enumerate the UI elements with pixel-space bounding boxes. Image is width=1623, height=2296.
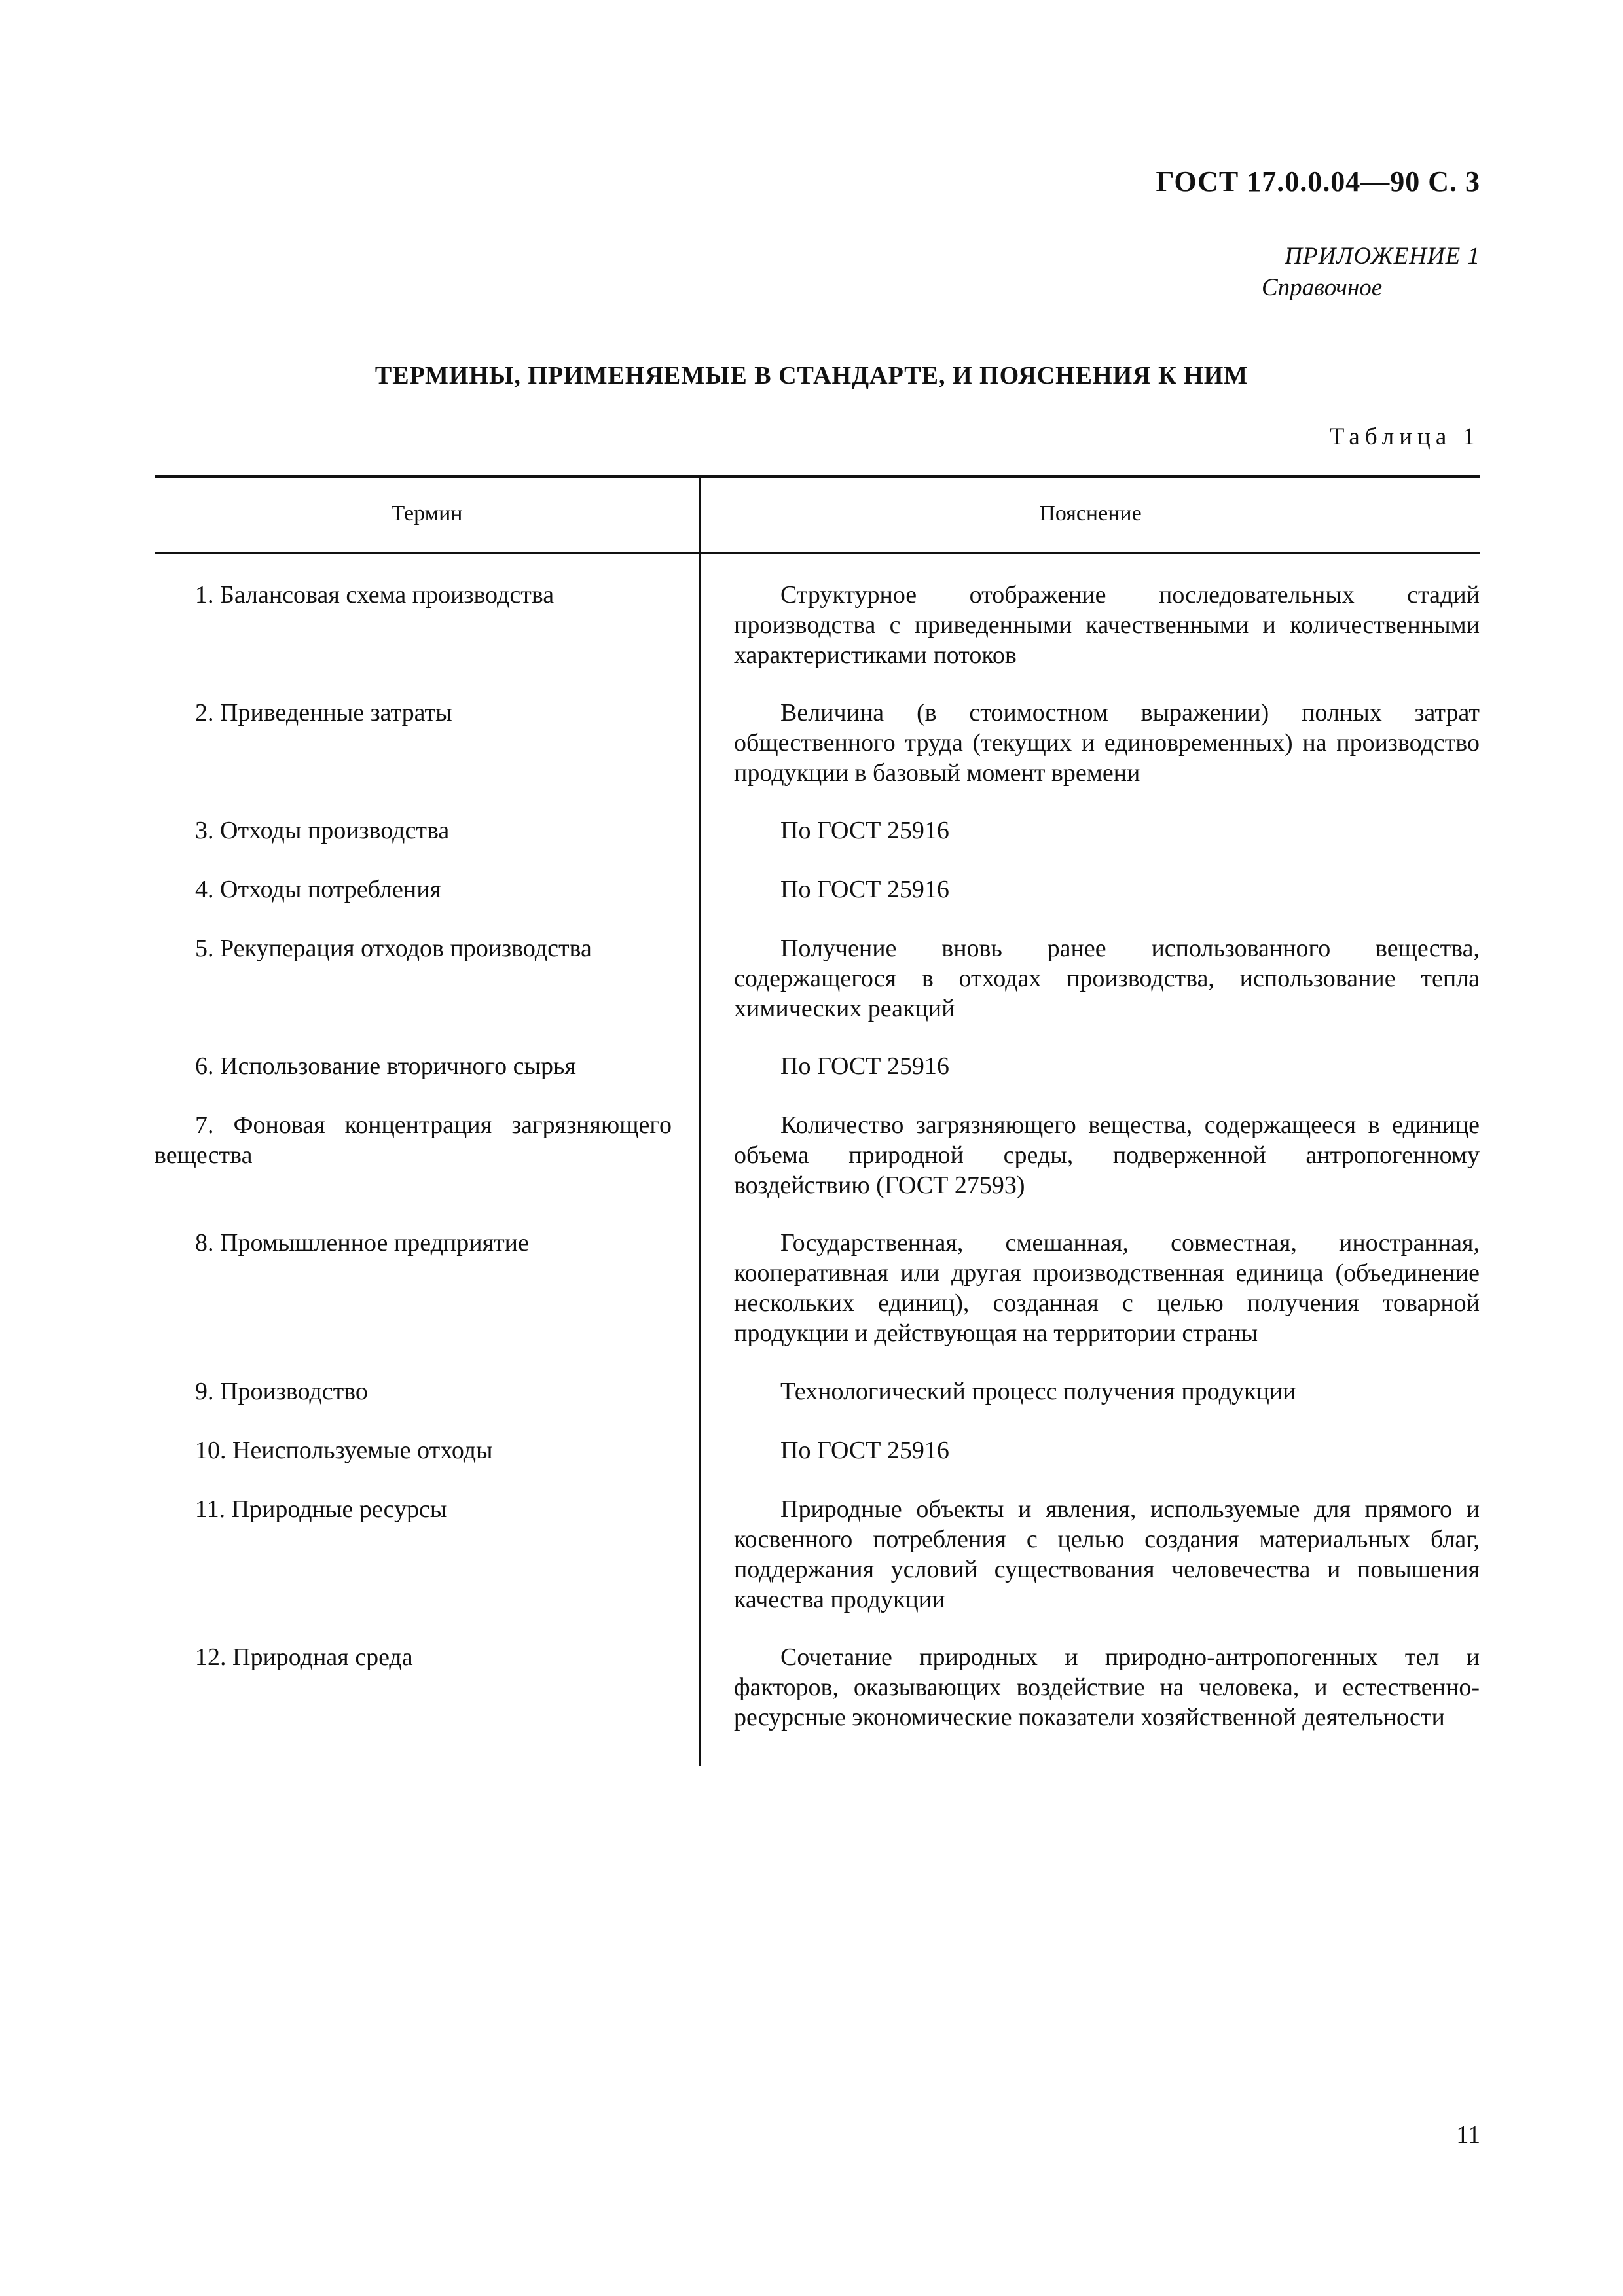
explanation-cell: Структурное отображение последовательных стадий производства с приведенными качественными и количественными характеристиками потоков [734,581,1480,669]
term-cell: 8. Промышленное предприятие [195,1229,529,1257]
term-cell: 12. Природная среда [195,1643,413,1671]
term-cell: 9. Производство [195,1378,368,1405]
document-code: ГОСТ 17.0.0.04—90 С. 3 [1156,166,1480,198]
term-cell: 2. Приведенные затраты [195,699,452,726]
page-number: 11 [1456,2121,1480,2149]
term-cell: 7. Фоновая концентрация загрязняющего вещества [155,1111,672,1169]
explanation-cell: Сочетание природных и природно-антропогенных тел и факторов, оказывающих воздействие на человека, и естественно-ресурсные экономические показатели хозяйственной деятельности [734,1643,1480,1731]
explanation-cell: Получение вновь ранее использованного вещества, содержащегося в отходах производства, использование тепла химических реакций [734,935,1480,1022]
explanation-cell: Государственная, смешанная, совместная, иностранная, кооперативная или другая производственная единица (объединение нескольких единиц), созданная с целью получения товарной продукции и действующая на территории страны [734,1229,1480,1347]
column-header-explanation: Пояснение [1039,501,1142,526]
column-divider [699,475,701,1766]
table-top-rule [155,475,1480,478]
term-cell: 6. Использование вторичного сырья [195,1052,576,1080]
term-cell: 10. Неиспользуемые отходы [195,1437,493,1464]
explanation-cell: Количество загрязняющего вещества, содержащееся в единице объема природной среды, подверженной антропогенному воздействию (ГОСТ 27593) [734,1111,1480,1199]
appendix-label: ПРИЛОЖЕНИЕ 1 [1285,243,1480,270]
table-label: Таблица 1 [1329,423,1480,450]
explanation-cell: Величина (в стоимостном выражении) полных затрат общественного труда (текущих и единовременных) на производство продукции в базовый момент времени [734,699,1480,787]
explanation-cell: По ГОСТ 25916 [780,817,949,844]
table-header-rule [155,552,1480,554]
explanation-cell: Технологический процесс получения продукции [780,1378,1296,1405]
term-cell: 3. Отходы производства [195,817,450,844]
term-cell: 5. Рекуперация отходов производства [195,935,592,962]
explanation-cell: По ГОСТ 25916 [780,1437,949,1464]
term-cell: 11. Природные ресурсы [195,1496,447,1523]
explanation-cell: Природные объекты и явления, используемые для прямого и косвенного потребления с целью создания материальных благ, поддержания условий существования человечества и повышения качества продукции [734,1496,1480,1613]
appendix-kind: Справочное [1262,274,1383,301]
explanation-cell: По ГОСТ 25916 [780,1052,949,1080]
column-header-term: Термин [391,501,463,526]
term-cell: 4. Отходы потребления [195,876,442,903]
terms-table [155,475,1480,1766]
term-cell: 1. Балансовая схема производства [195,581,555,609]
page-title: ТЕРМИНЫ, ПРИМЕНЯЕМЫЕ В СТАНДАРТЕ, И ПОЯСНЕНИЯ К НИМ [374,362,1249,389]
explanation-cell: По ГОСТ 25916 [780,876,949,903]
